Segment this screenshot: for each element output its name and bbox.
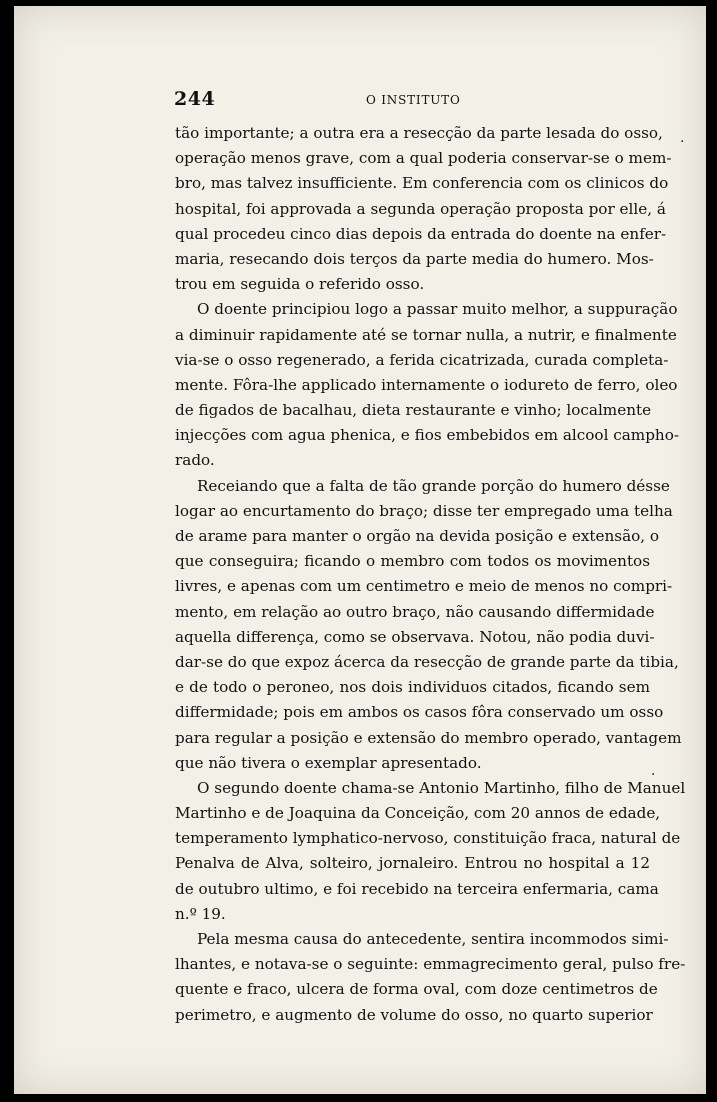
text-line: temperamento lymphatico-nervoso, constituição fraca, natural de bbox=[175, 829, 681, 848]
text-line: tão importante; a outra era a resecção da parte lesada do osso, bbox=[175, 124, 663, 142]
text-line: e de todo o peroneo, nos dois individuos citados, ficando sem bbox=[175, 678, 650, 697]
body-text bbox=[175, 121, 686, 1028]
text-line: de figados de bacalhau, dieta restaurante e vinho; localmente bbox=[175, 401, 652, 420]
text-line: a diminuir rapidamente até se tornar nulla, a nutrir, e finalmente bbox=[175, 325, 677, 344]
text-line: injecções com agua phenica, e fios embebidos em alcool campho- bbox=[175, 426, 679, 445]
text-line: hospital, foi approvada a segunda operação proposta por elle, á bbox=[175, 199, 666, 218]
text-line: trou em seguida o referido osso. bbox=[175, 275, 425, 294]
text-line: O doente principiou logo a passar muito melhor, a suppuração bbox=[197, 300, 678, 319]
text-line: dar-se do que expoz ácerca da resecção de grande parte da tibia, bbox=[175, 652, 679, 671]
page-number: 244 bbox=[174, 88, 216, 110]
text-line: maria, resecando dois terços da parte media do humero. Mos- bbox=[175, 249, 654, 268]
text-line: n.º 19. bbox=[175, 904, 226, 923]
text-line: logar ao encurtamento do braço; disse ter empregado uma telha bbox=[175, 501, 673, 520]
text-line: qual procedeu cinco dias depois da entrada do doente na enfer- bbox=[175, 224, 667, 243]
text-line: livres, e apenas com um centimetro e meio de menos no compri- bbox=[175, 577, 673, 596]
text-line: via-se o osso regenerado, a ferida cicatrizada, curada completa- bbox=[175, 350, 669, 369]
text-line: lhantes, e notava-se o seguinte: emmagrecimento geral, pulso fre- bbox=[175, 955, 686, 974]
text-line: mente. Fôra-lhe applicado internamente o iodureto de ferro, oleo bbox=[175, 375, 678, 394]
text-line: perimetro, e augmento de volume do osso, no quarto superior bbox=[175, 1005, 653, 1024]
text-line: Receiando que a falta de tão grande porção do humero désse bbox=[197, 476, 670, 495]
page-header bbox=[174, 88, 650, 112]
text-line: bro, mas talvez insufficiente. Em conferencia com os clinicos do bbox=[175, 174, 669, 193]
text-line: de arame para manter o orgão na devida posição e extensão, o bbox=[175, 527, 660, 545]
text-line: Penalva de Alva, solteiro, jornaleiro. Entrou no hospital a 12 bbox=[175, 854, 650, 873]
margin-speck: · bbox=[651, 767, 656, 783]
text-line: para regular a posição e extensão do membro operado, vantagem bbox=[175, 728, 682, 747]
text-line: differmidade; pois em ambos os casos fôra conservado um osso bbox=[175, 703, 664, 722]
text-line: rado. bbox=[175, 451, 215, 470]
margin-speck: . bbox=[680, 130, 685, 146]
running-head: O INSTITUTO bbox=[366, 93, 461, 107]
text-line: mento, em relação ao outro braço, não causando differmidade bbox=[175, 602, 655, 621]
text-line: que conseguira; ficando o membro com todos os movimentos bbox=[175, 552, 650, 571]
text-line: Pela mesma causa do antecedente, sentira incommodos simi- bbox=[197, 930, 669, 948]
text-line: de outubro ultimo, e foi recebido na terceira enfermaria, cama bbox=[175, 879, 659, 898]
text-line: que não tivera o exemplar apresentado. bbox=[175, 753, 482, 772]
text-line: quente e fraco, ulcera de forma oval, com doze centimetros de bbox=[175, 980, 658, 999]
text-line: operação menos grave, com a qual poderia conservar-se o mem- bbox=[175, 149, 672, 168]
text-line: aquella differença, como se observava. Notou, não podia duvi- bbox=[175, 627, 655, 646]
text-line: Martinho e de Joaquina da Conceição, com 20 annos de edade, bbox=[175, 804, 661, 823]
text-line: O segundo doente chama-se Antonio Martinho, filho de Manuel bbox=[197, 778, 686, 797]
